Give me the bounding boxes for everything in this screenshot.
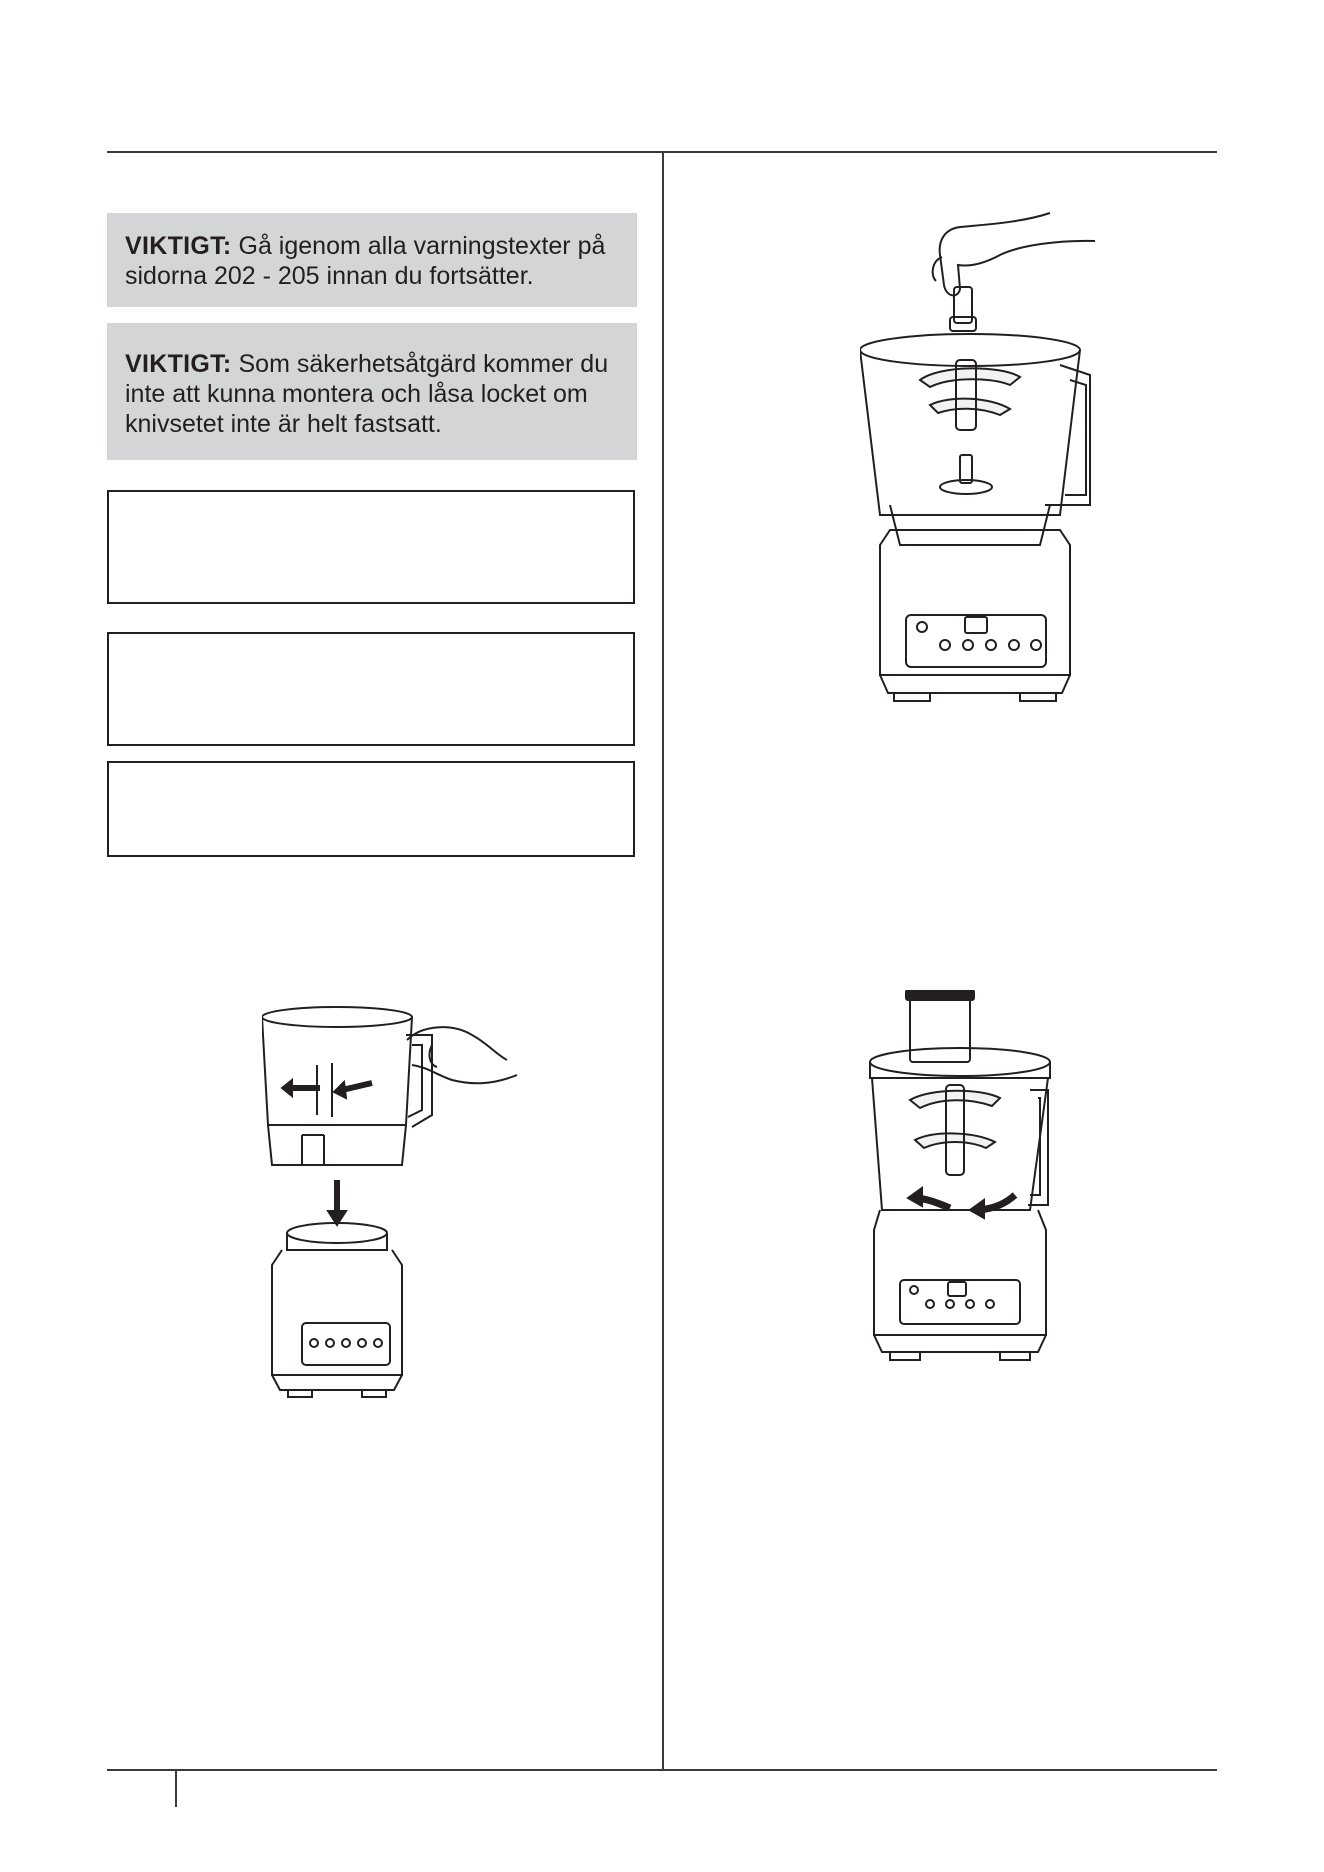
notice-warnings bbox=[107, 213, 637, 307]
column-divider bbox=[662, 151, 664, 1771]
notice-label: VIKTIGT: bbox=[125, 350, 232, 378]
outline-box-2 bbox=[107, 632, 635, 746]
notice-label: VIKTIGT: bbox=[125, 232, 232, 260]
illustration-insert-blade bbox=[860, 205, 1100, 715]
bottom-rule bbox=[107, 1769, 1217, 1771]
illustration-lock-lid bbox=[860, 990, 1060, 1370]
illustration-place-bowl bbox=[262, 1005, 522, 1400]
notice-text: Som säkerhetsåtgärd kommer du inte att kunna montera och låsa locket om knivsetet inte är helt fastsatt. bbox=[125, 350, 609, 438]
notice-text: Gå igenom alla varningstexter på sidorna 202 - 205 innan du fortsätter. bbox=[125, 232, 606, 290]
outline-box-1 bbox=[107, 490, 635, 604]
page-number-tick bbox=[175, 1769, 177, 1807]
notice-safety bbox=[107, 323, 637, 460]
outline-box-3 bbox=[107, 761, 635, 857]
